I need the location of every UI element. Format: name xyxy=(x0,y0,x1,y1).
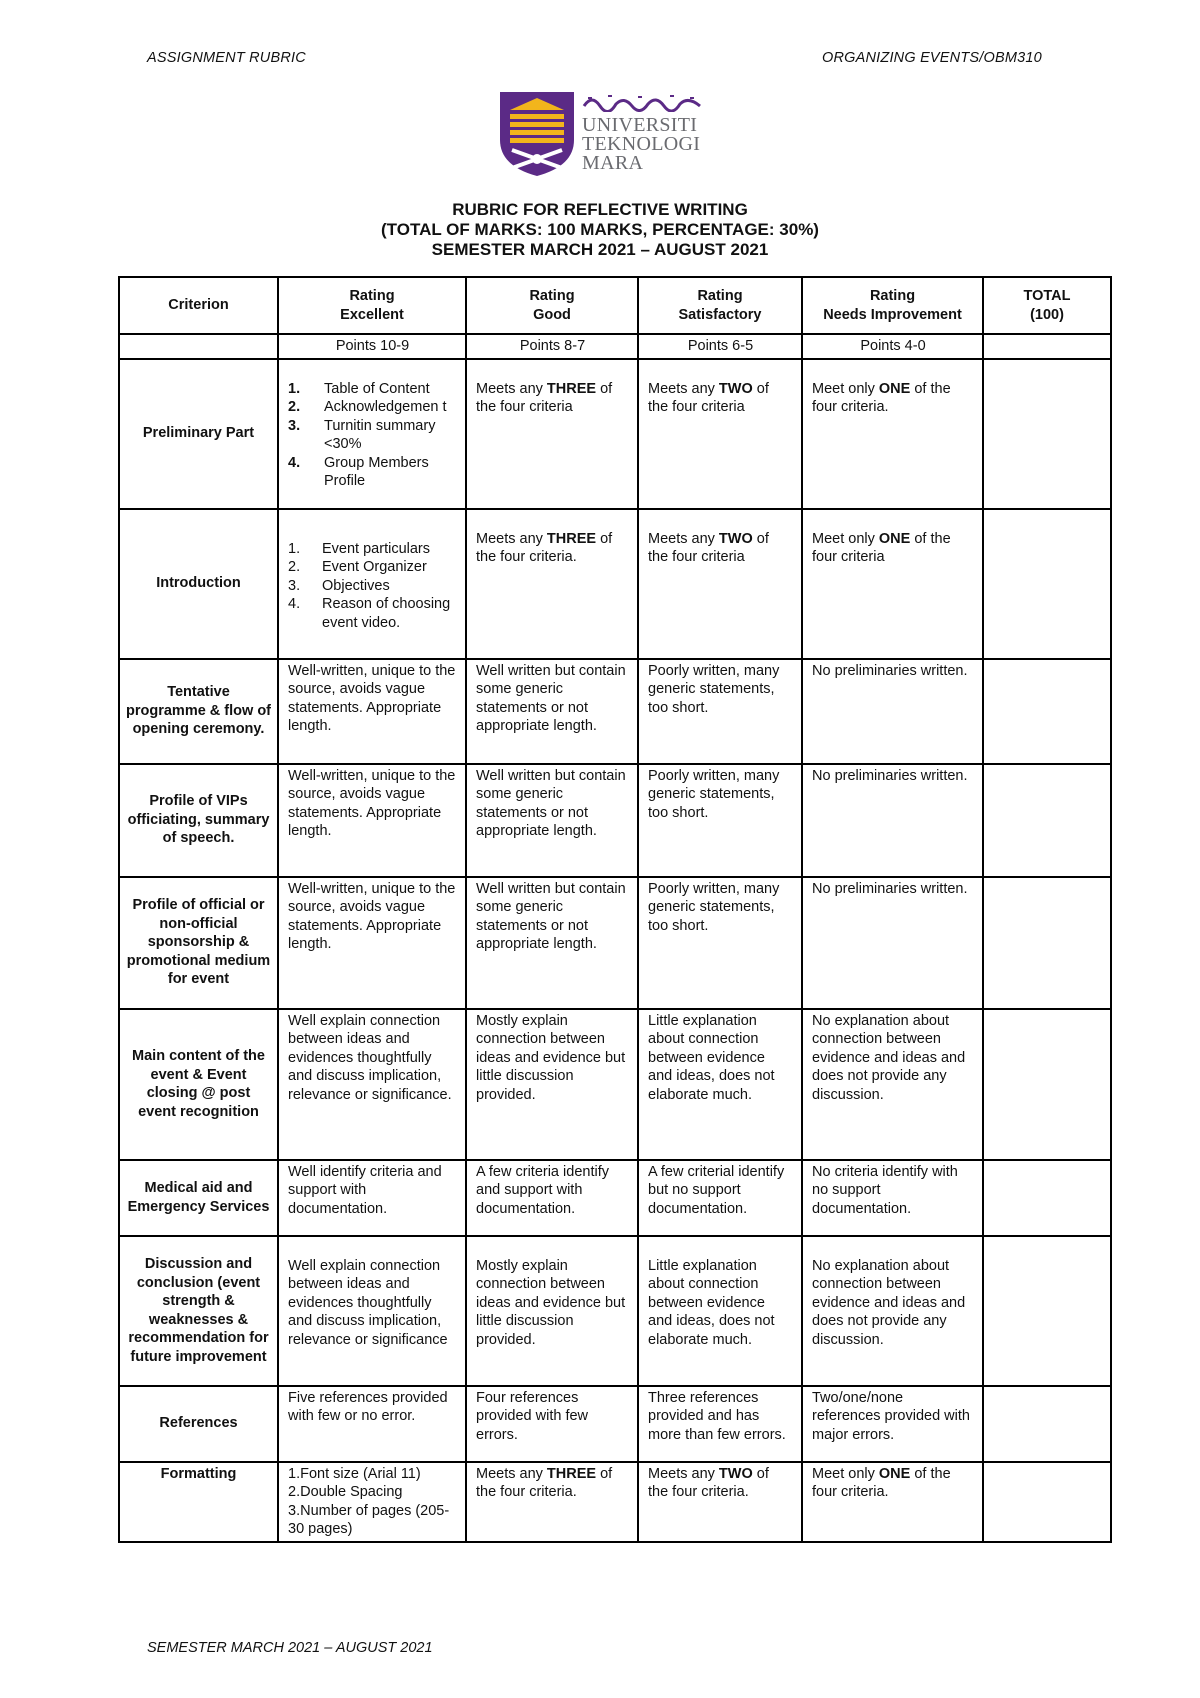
criterion-cell: Introduction xyxy=(119,509,278,659)
criterion-cell: Profile of VIPs officiating, summary of speech. xyxy=(119,764,278,877)
cell-good: Meets any THREE of the four criteria. xyxy=(466,1462,638,1542)
points-good: Points 8-7 xyxy=(466,334,638,359)
table-row xyxy=(119,1160,1111,1236)
cell-good: Mostly explain connection between ideas and evidence but little discussion provided. xyxy=(466,1009,638,1160)
title-line-1: RUBRIC FOR REFLECTIVE WRITING xyxy=(452,200,748,219)
table-header-row xyxy=(119,277,1111,334)
points-blank xyxy=(119,334,278,359)
list-item: 2.Double Spacing xyxy=(288,1484,403,1500)
cell-needs: Two/one/none references provided with major errors. xyxy=(802,1386,983,1462)
points-excellent: Points 10-9 xyxy=(278,334,466,359)
list-item: 3.Number of pages (205-30 pages) xyxy=(288,1502,450,1537)
cell-needs: No preliminaries written. xyxy=(802,877,983,1009)
col-header-satisfactory: Rating Satisfactory xyxy=(638,277,802,334)
running-footer: SEMESTER MARCH 2021 – AUGUST 2021 xyxy=(147,1640,433,1656)
cell-good: Four references provided with few errors. xyxy=(466,1386,638,1462)
logo-line-1: UNIVERSITI xyxy=(582,114,698,136)
cell-total xyxy=(983,1009,1111,1160)
table-row xyxy=(119,877,1111,1009)
cell-satisfactory: Meets any TWO of the four criteria xyxy=(638,359,802,509)
cell-needs: No explanation about connection between evidence and ideas and does not provide any discussion. xyxy=(802,1236,983,1386)
document-title xyxy=(0,200,1200,260)
cell-satisfactory: Poorly written, many generic statements, too short. xyxy=(638,659,802,764)
table-row xyxy=(119,359,1111,509)
cell-excellent: Well identify criteria and support with documentation. xyxy=(278,1160,466,1236)
logo-line-3: MARA xyxy=(582,152,644,174)
table-row xyxy=(119,509,1111,659)
cell-excellent: Well explain connection between ideas and evidences thoughtfully and discuss implication, relevance or significance. xyxy=(278,1009,466,1160)
uitm-logo xyxy=(498,90,708,178)
cell-total xyxy=(983,509,1111,659)
cell-total xyxy=(983,659,1111,764)
list-item: 3. Turnitin summary <30% xyxy=(288,417,436,452)
cell-total xyxy=(983,877,1111,1009)
cell-needs: Meet only ONE of the four criteria. xyxy=(802,359,983,509)
cell-needs: No criteria identify with no support documentation. xyxy=(802,1160,983,1236)
points-row xyxy=(119,334,1111,359)
cell-total xyxy=(983,1236,1111,1386)
list-item: 2. Acknowledgemen t xyxy=(288,399,447,415)
cell-satisfactory: Meets any TWO of the four criteria. xyxy=(638,1462,802,1542)
cell-excellent: Well explain connection between ideas and evidences thoughtfully and discuss implication, relevance or significance xyxy=(278,1236,466,1386)
cell-good: Well written but contain some generic statements or not appropriate length. xyxy=(466,764,638,877)
logo-line-2: TEKNOLOGI xyxy=(582,133,701,155)
points-needs: Points 4-0 xyxy=(802,334,983,359)
criterion-cell: Tentative programme & flow of opening ceremony. xyxy=(119,659,278,764)
cell-satisfactory: A few criterial identify but no support documentation. xyxy=(638,1160,802,1236)
criterion-cell: Discussion and conclusion (event strength & weaknesses & recommendation for future improvement xyxy=(119,1236,278,1386)
criterion-cell: Main content of the event & Event closing @ post event recognition xyxy=(119,1009,278,1160)
cell-good: Mostly explain connection between ideas and evidence but little discussion provided. xyxy=(466,1236,638,1386)
table-row xyxy=(119,764,1111,877)
table-row xyxy=(119,1009,1111,1160)
cell-total xyxy=(983,359,1111,509)
list-item: 1.Font size (Arial 11) xyxy=(288,1465,421,1482)
cell-satisfactory: Meets any TWO of the four criteria xyxy=(638,509,802,659)
list-item: 4. Reason of choosing event video. xyxy=(288,596,451,631)
points-satisfactory: Points 6-5 xyxy=(638,334,802,359)
list-item: 4. Group Members Profile xyxy=(288,454,429,489)
cell-satisfactory: Poorly written, many generic statements, too short. xyxy=(638,877,802,1009)
cell-total xyxy=(983,1160,1111,1236)
criterion-cell: References xyxy=(119,1386,278,1462)
cell-good: Meets any THREE of the four criteria xyxy=(466,359,638,509)
cell-excellent xyxy=(278,359,466,509)
cell-total xyxy=(983,764,1111,877)
cell-good: Well written but contain some generic statements or not appropriate length. xyxy=(466,877,638,1009)
cell-excellent: Five references provided with few or no error. xyxy=(278,1386,466,1462)
list-item: 3. Objectives xyxy=(288,577,390,594)
cell-satisfactory: Little explanation about connection between evidence and ideas, does not elaborate much. xyxy=(638,1236,802,1386)
cell-total xyxy=(983,1462,1111,1542)
cell-good: A few criteria identify and support with documentation. xyxy=(466,1160,638,1236)
list-item: 1. Table of Content xyxy=(288,380,430,397)
criterion-cell: Profile of official or non-official sponsorship & promotional medium for event xyxy=(119,877,278,1009)
table-row xyxy=(119,1462,1111,1542)
cell-good: Meets any THREE of the four criteria. xyxy=(466,509,638,659)
running-header-right: ORGANIZING EVENTS/OBM310 xyxy=(822,50,1042,66)
cell-excellent: Well-written, unique to the source, avoids vague statements. Appropriate length. xyxy=(278,877,466,1009)
col-header-good: Rating Good xyxy=(466,277,638,334)
points-total xyxy=(983,334,1111,359)
cell-satisfactory: Little explanation about connection between evidence and ideas, does not elaborate much. xyxy=(638,1009,802,1160)
table-row xyxy=(119,1386,1111,1462)
criterion-cell: Formatting xyxy=(119,1462,278,1542)
table-row xyxy=(119,1236,1111,1386)
cell-satisfactory: Three references provided and has more than few errors. xyxy=(638,1386,802,1462)
cell-excellent: Well-written, unique to the source, avoids vague statements. Appropriate length. xyxy=(278,764,466,877)
uitm-shield-icon xyxy=(498,90,576,178)
university-name xyxy=(582,116,700,173)
title-line-2: (TOTAL OF MARKS: 100 MARKS, PERCENTAGE: 30%) xyxy=(381,220,819,239)
rubric-table xyxy=(118,276,1112,1543)
cell-needs: Meet only ONE of the four criteria. xyxy=(802,1462,983,1542)
table-row xyxy=(119,659,1111,764)
col-header-total: TOTAL (100) xyxy=(983,277,1111,334)
cell-needs: No preliminaries written. xyxy=(802,764,983,877)
cell-excellent: Well-written, unique to the source, avoids vague statements. Appropriate length. xyxy=(278,659,466,764)
title-line-3: SEMESTER MARCH 2021 – AUGUST 2021 xyxy=(431,240,769,259)
col-header-excellent: Rating Excellent xyxy=(278,277,466,334)
cell-total xyxy=(983,1386,1111,1462)
cell-satisfactory: Poorly written, many generic statements, too short. xyxy=(638,764,802,877)
criterion-cell: Preliminary Part xyxy=(119,359,278,509)
jawi-script-icon xyxy=(582,92,702,112)
list-item: 2. Event Organizer xyxy=(288,559,427,575)
running-header-left: ASSIGNMENT RUBRIC xyxy=(147,50,306,66)
cell-needs: No explanation about connection between evidence and ideas and does not provide any discussion. xyxy=(802,1009,983,1160)
cell-excellent xyxy=(278,1462,466,1542)
cell-needs: No preliminaries written. xyxy=(802,659,983,764)
list-item: 1. Event particulars xyxy=(288,540,430,557)
col-header-needs-improvement: Rating Needs Improvement xyxy=(802,277,983,334)
col-header-criterion: Criterion xyxy=(119,277,278,334)
cell-good: Well written but contain some generic statements or not appropriate length. xyxy=(466,659,638,764)
cell-excellent xyxy=(278,509,466,659)
criterion-cell: Medical aid and Emergency Services xyxy=(119,1160,278,1236)
cell-needs: Meet only ONE of the four criteria xyxy=(802,509,983,659)
